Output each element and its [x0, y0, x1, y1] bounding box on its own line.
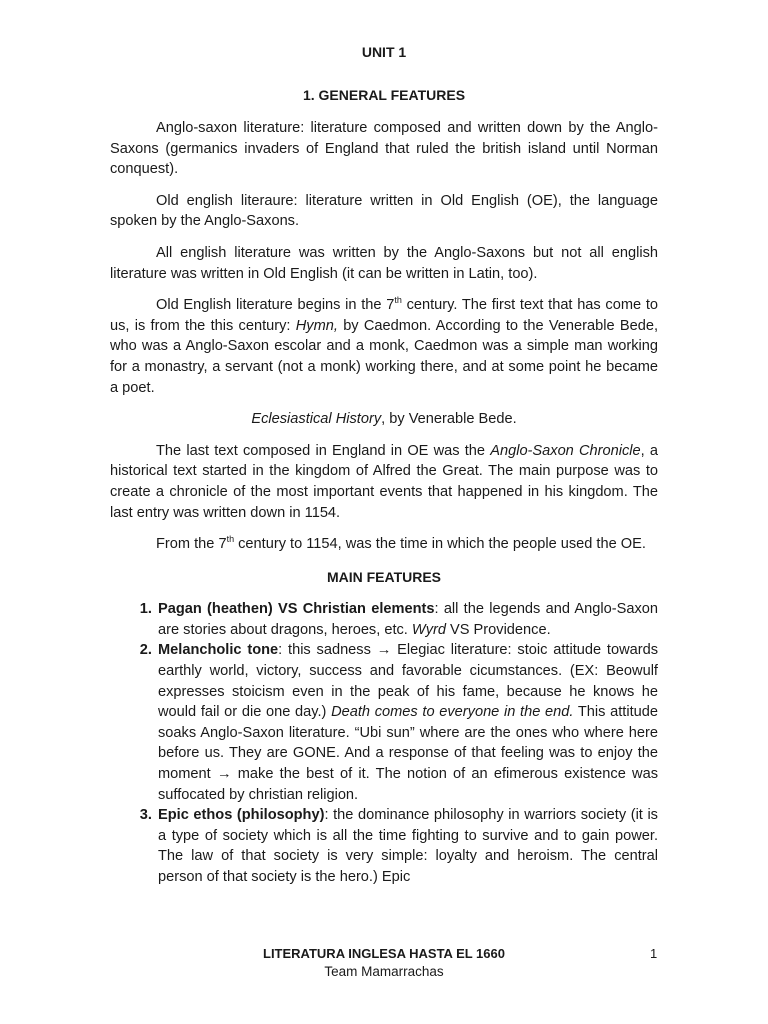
list-item: 2. Melancholic tone: this sadness → Elegiac literature: stoic attitude towards earthly world, victory, success and favorable cicumstances. (EX: Beowulf expresses stoicism even in the peak of his fame, because he knows he would fail or die one day.) Death comes to everyone in the end. This attitude soaks Anglo-Saxon literature. “Ubi sun” where are the ones who where here before us. They are GONE. And a response of that feeling was to enjoy the moment → make the best of it. The notion of an efimerous existence was suffocated by christian religion. [156, 640, 658, 805]
paragraph: Old english literaure: literature written in Old English (OE), the language spoken by the Anglo-Saxons. [110, 192, 658, 230]
paragraph: All english literature was written by the Anglo-Saxons but not all english literature was written in Old English (it can be written in Latin, too). [110, 244, 658, 282]
paragraph: Eclesiastical History, by Venerable Bede. [251, 411, 517, 428]
main-features-heading: MAIN FEATURES [326, 568, 442, 585]
list-item: 3. Epic ethos (philosophy): the dominance philosophy in warriors society (it is a type of society which is all the time fighting to survive and to gain power. The law of that society is very simple: loyalty and heroism. The central person of that society is the hero.) Epic [156, 805, 658, 887]
arrow-right-icon: → [376, 642, 392, 659]
footer-team: Team Mamarrachas [324, 964, 444, 979]
page-number: 1 [650, 946, 658, 961]
paragraph: The last text composed in England in OE was the Anglo-Saxon Chronicle, a historical text started in the kingdom of Alfred the Great. The main purpose was to create a chronicle of the most important events that happened in his kingdom. The last entry was written down in 1154. [110, 442, 659, 521]
paragraph: Old English literature begins in the 7th century. The first text that has come to us, is from the this century: Hymn, by Caedmon. According to the Venerable Bede, who was a Anglo-Saxon escolar and a monk, Caedmon was a simple man working for a monastry, a servant (not a monk) working there, and at some point he became a poet. [110, 295, 658, 396]
list-item: 1. Pagan (heathen) VS Christian elements: all the legends and Anglo-Saxon are stories about dragons, heroes, etc. Wyrd VS Providence. [156, 599, 658, 640]
section-heading: 1. GENERAL FEATURES [302, 87, 466, 103]
paragraph: From the 7th century to 1154, was the time in which the people used the OE. [156, 534, 646, 553]
features-list [110, 599, 658, 887]
document-body [110, 118, 658, 888]
unit-heading: UNIT 1 [361, 44, 407, 60]
arrow-right-icon: → [216, 766, 232, 783]
paragraph: Anglo-saxon literature: literature composed and written down by the Anglo-Saxons (germanics invaders of England that ruled the british island until Norman conquest). [110, 120, 658, 178]
footer-course-title: LITERATURA INGLESA HASTA EL 1660 [263, 946, 505, 961]
